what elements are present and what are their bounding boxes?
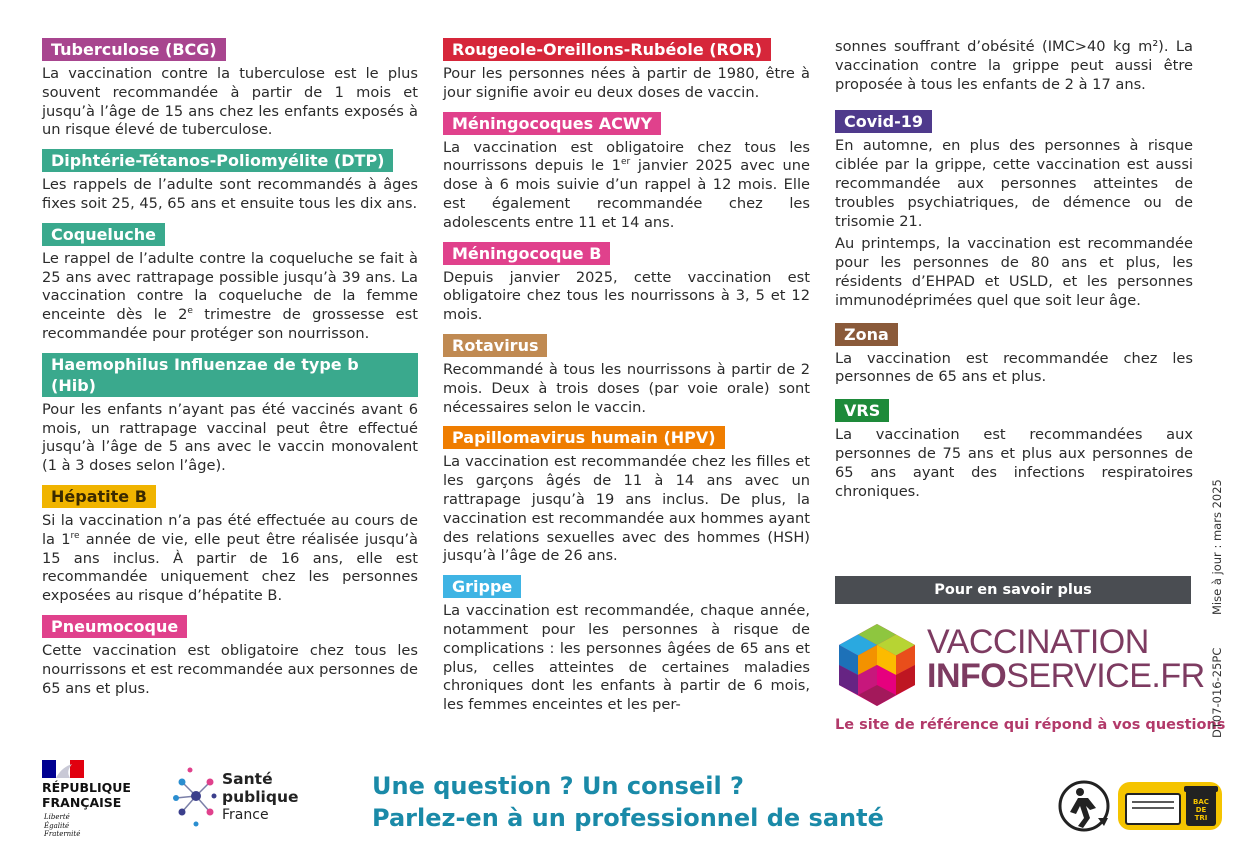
sante-publique-france-logo-icon bbox=[172, 762, 220, 830]
vis-tagline: Le site de référence qui répond à vos questions bbox=[835, 717, 1226, 733]
section-text: Cette vaccination est obligatoire chez tous les nourrissons et est recommandée aux personnes de 65 ans et plus. bbox=[42, 641, 418, 697]
section-title: Zona bbox=[835, 323, 898, 346]
question-line2: Parlez-en à un professionnel de santé bbox=[372, 804, 884, 832]
section-zona bbox=[835, 323, 1193, 388]
vis-title-line1: VACCINATION bbox=[927, 623, 1149, 661]
triman-recycling-icon bbox=[1056, 778, 1116, 834]
section-title: Rougeole-Oreillons-Rubéole (ROR) bbox=[443, 38, 771, 61]
section-text: La vaccination est recommandée chez les personnes de 65 ans et plus. bbox=[835, 349, 1193, 386]
column-2 bbox=[443, 38, 810, 724]
section-title: Grippe bbox=[443, 575, 521, 598]
section-title: Coqueluche bbox=[42, 223, 165, 246]
section-text: Si la vaccination n’a pas été effectuée au cours de la 1re année de vie, elle peut être réalisée jusqu’à 15 ans inclus. À partir de 16 ans, elle est recommandée uniquement chez les personnes exposées au risque d’hépatite B. bbox=[42, 511, 418, 605]
section-dtp bbox=[42, 149, 418, 214]
section-title: Haemophilus Influenzae de type b (Hib) bbox=[42, 353, 418, 397]
section-title: Diphtérie-Tétanos-Poliomyélite (DTP) bbox=[42, 149, 393, 172]
section-ror bbox=[443, 38, 810, 103]
section-text: La vaccination contre la tuberculose est le plus souvent recommandée à partir de 1 mois et jusqu’à l’âge de 15 ans chez les enfants exposés à un risque élevé de tuberculose. bbox=[42, 65, 418, 139]
section-rotavirus bbox=[443, 334, 810, 417]
more-info-bar: Pour en savoir plus bbox=[835, 576, 1191, 604]
section-hepatite-b bbox=[42, 485, 418, 606]
section-title: VRS bbox=[835, 399, 889, 422]
section-hpv bbox=[443, 426, 810, 566]
side-info bbox=[1210, 470, 1228, 740]
section-title: Tuberculose (BCG) bbox=[42, 38, 226, 61]
section-hib bbox=[42, 353, 418, 476]
marianne-logo-icon bbox=[42, 760, 84, 778]
section-title: Covid-19 bbox=[835, 110, 932, 133]
section-vrs bbox=[835, 399, 1193, 501]
section-covid bbox=[835, 110, 1193, 310]
section-title: Hépatite B bbox=[42, 485, 156, 508]
republique-motto: Liberté Égalité Fraternité bbox=[44, 813, 81, 838]
section-title: Papillomavirus humain (HPV) bbox=[443, 426, 725, 449]
republique-francaise: RÉPUBLIQUE FRANÇAISE bbox=[42, 780, 131, 810]
section-text: Pour les personnes nées à partir de 1980, être à jour signifie avoir eu deux doses de vaccin. bbox=[443, 65, 810, 101]
section-text: Les rappels de l’adulte sont recommandés à âges fixes soit 25, 45, 65 ans et ensuite tous les dix ans. bbox=[42, 176, 418, 212]
section-coqueluche bbox=[42, 223, 418, 344]
section-text-2: Au printemps, la vaccination est recommandée pour les personnes de 80 ans et plus, les résidents d’EHPAD et USLD, et les personnes immunodéprimées quel que soit leur âge. bbox=[835, 235, 1193, 309]
section-bcg bbox=[42, 38, 418, 140]
section-title: Pneumocoque bbox=[42, 615, 187, 638]
section-title: Méningocoque B bbox=[443, 242, 610, 265]
section-text: La vaccination est recommandées aux personnes de 75 ans et plus aux personnes de 65 ans ayant des infections respiratoires chroniques. bbox=[835, 426, 1193, 500]
vis-title-line2: INFOSERVICE.FR bbox=[927, 657, 1205, 695]
section-text: La vaccination est recommandée chez les filles et les garçons âgés de 11 à 14 ans avec un rattrapage jusqu’à 19 ans inclus. De plus, la vaccination est recommandée aux hommes ayant des relations sexuelles avec des hommes (HSH) jusqu’à l’âge de 26 ans. bbox=[443, 453, 810, 565]
section-grippe bbox=[443, 575, 810, 715]
svg-text:BAC: BAC bbox=[1193, 798, 1209, 806]
section-title: Méningocoques ACWY bbox=[443, 112, 661, 135]
section-text: Le rappel de l’adulte contre la coqueluche se fait à 25 ans avec rattrapage possible jusqu’à 39 ans. La vaccination contre la coqueluche de la femme enceinte dès le 2e trimestre de grossesse est recommandée pour protéger son nourrisson. bbox=[42, 249, 418, 342]
document-reference: DT07-016-25PC bbox=[1210, 647, 1224, 738]
svg-text:TRI: TRI bbox=[1194, 814, 1208, 822]
question-banner bbox=[372, 770, 884, 834]
vaccination-info-service-logo-icon bbox=[835, 622, 919, 708]
sorting-bin-icon bbox=[1114, 778, 1226, 834]
section-meningocoques-acwy bbox=[443, 112, 810, 233]
column-1 bbox=[42, 38, 418, 707]
update-date: Mise à jour : mars 2025 bbox=[1210, 479, 1224, 615]
question-line1: Une question ? Un conseil ? bbox=[372, 772, 744, 800]
section-text: Depuis janvier 2025, cette vaccination est obligatoire chez tous les nourrissons à 3, 5 et 12 mois. bbox=[443, 268, 810, 324]
section-text: Recommandé à tous les nourrissons à partir de 2 mois. Deux à trois doses (par voie orale) sont nécessaires selon le vaccin. bbox=[443, 360, 810, 416]
section-pneumocoque bbox=[42, 615, 418, 698]
section-text: La vaccination est recommandée, chaque année, notamment pour les personnes à risque de complications : les personnes âgées de 65 ans et plus, celles atteintes de certaines maladies chroniques dont les enfants à partir de 6 mois, les femmes enceintes et les per- bbox=[443, 602, 810, 714]
section-text: Pour les enfants n’ayant pas été vaccinés avant 6 mois, un rattrapage vaccinal peut être effectué jusqu’à l’âge de 5 ans avec le vaccin monovalent (1 à 3 doses selon l’âge). bbox=[42, 400, 418, 475]
section-title: Rotavirus bbox=[443, 334, 547, 357]
section-meningocoque-b bbox=[443, 242, 810, 325]
sante-publique-france: Santé publique France bbox=[222, 770, 299, 823]
column-3 bbox=[835, 38, 1193, 510]
svg-text:DE: DE bbox=[1195, 806, 1207, 814]
grippe-continued-text: sonnes souffrant d’obésité (IMC>40 kg m²). La vaccination contre la grippe peut aussi être proposée à tous les enfants de 2 à 17 ans. bbox=[835, 38, 1193, 93]
section-text: La vaccination est obligatoire chez tous les nourrissons depuis le 1er janvier 2025 avec une dose à 6 mois suivie d’un rappel à 12 mois. Elle est également recommandée chez les adolescents entre 11 et 14 ans. bbox=[443, 138, 810, 231]
section-text: En automne, en plus des personnes à risque ciblée par la grippe, cette vaccination est aussi recommandée aux personnes atteintes de troubles psychiatriques, de démence ou de trisomie 21. bbox=[835, 137, 1193, 230]
